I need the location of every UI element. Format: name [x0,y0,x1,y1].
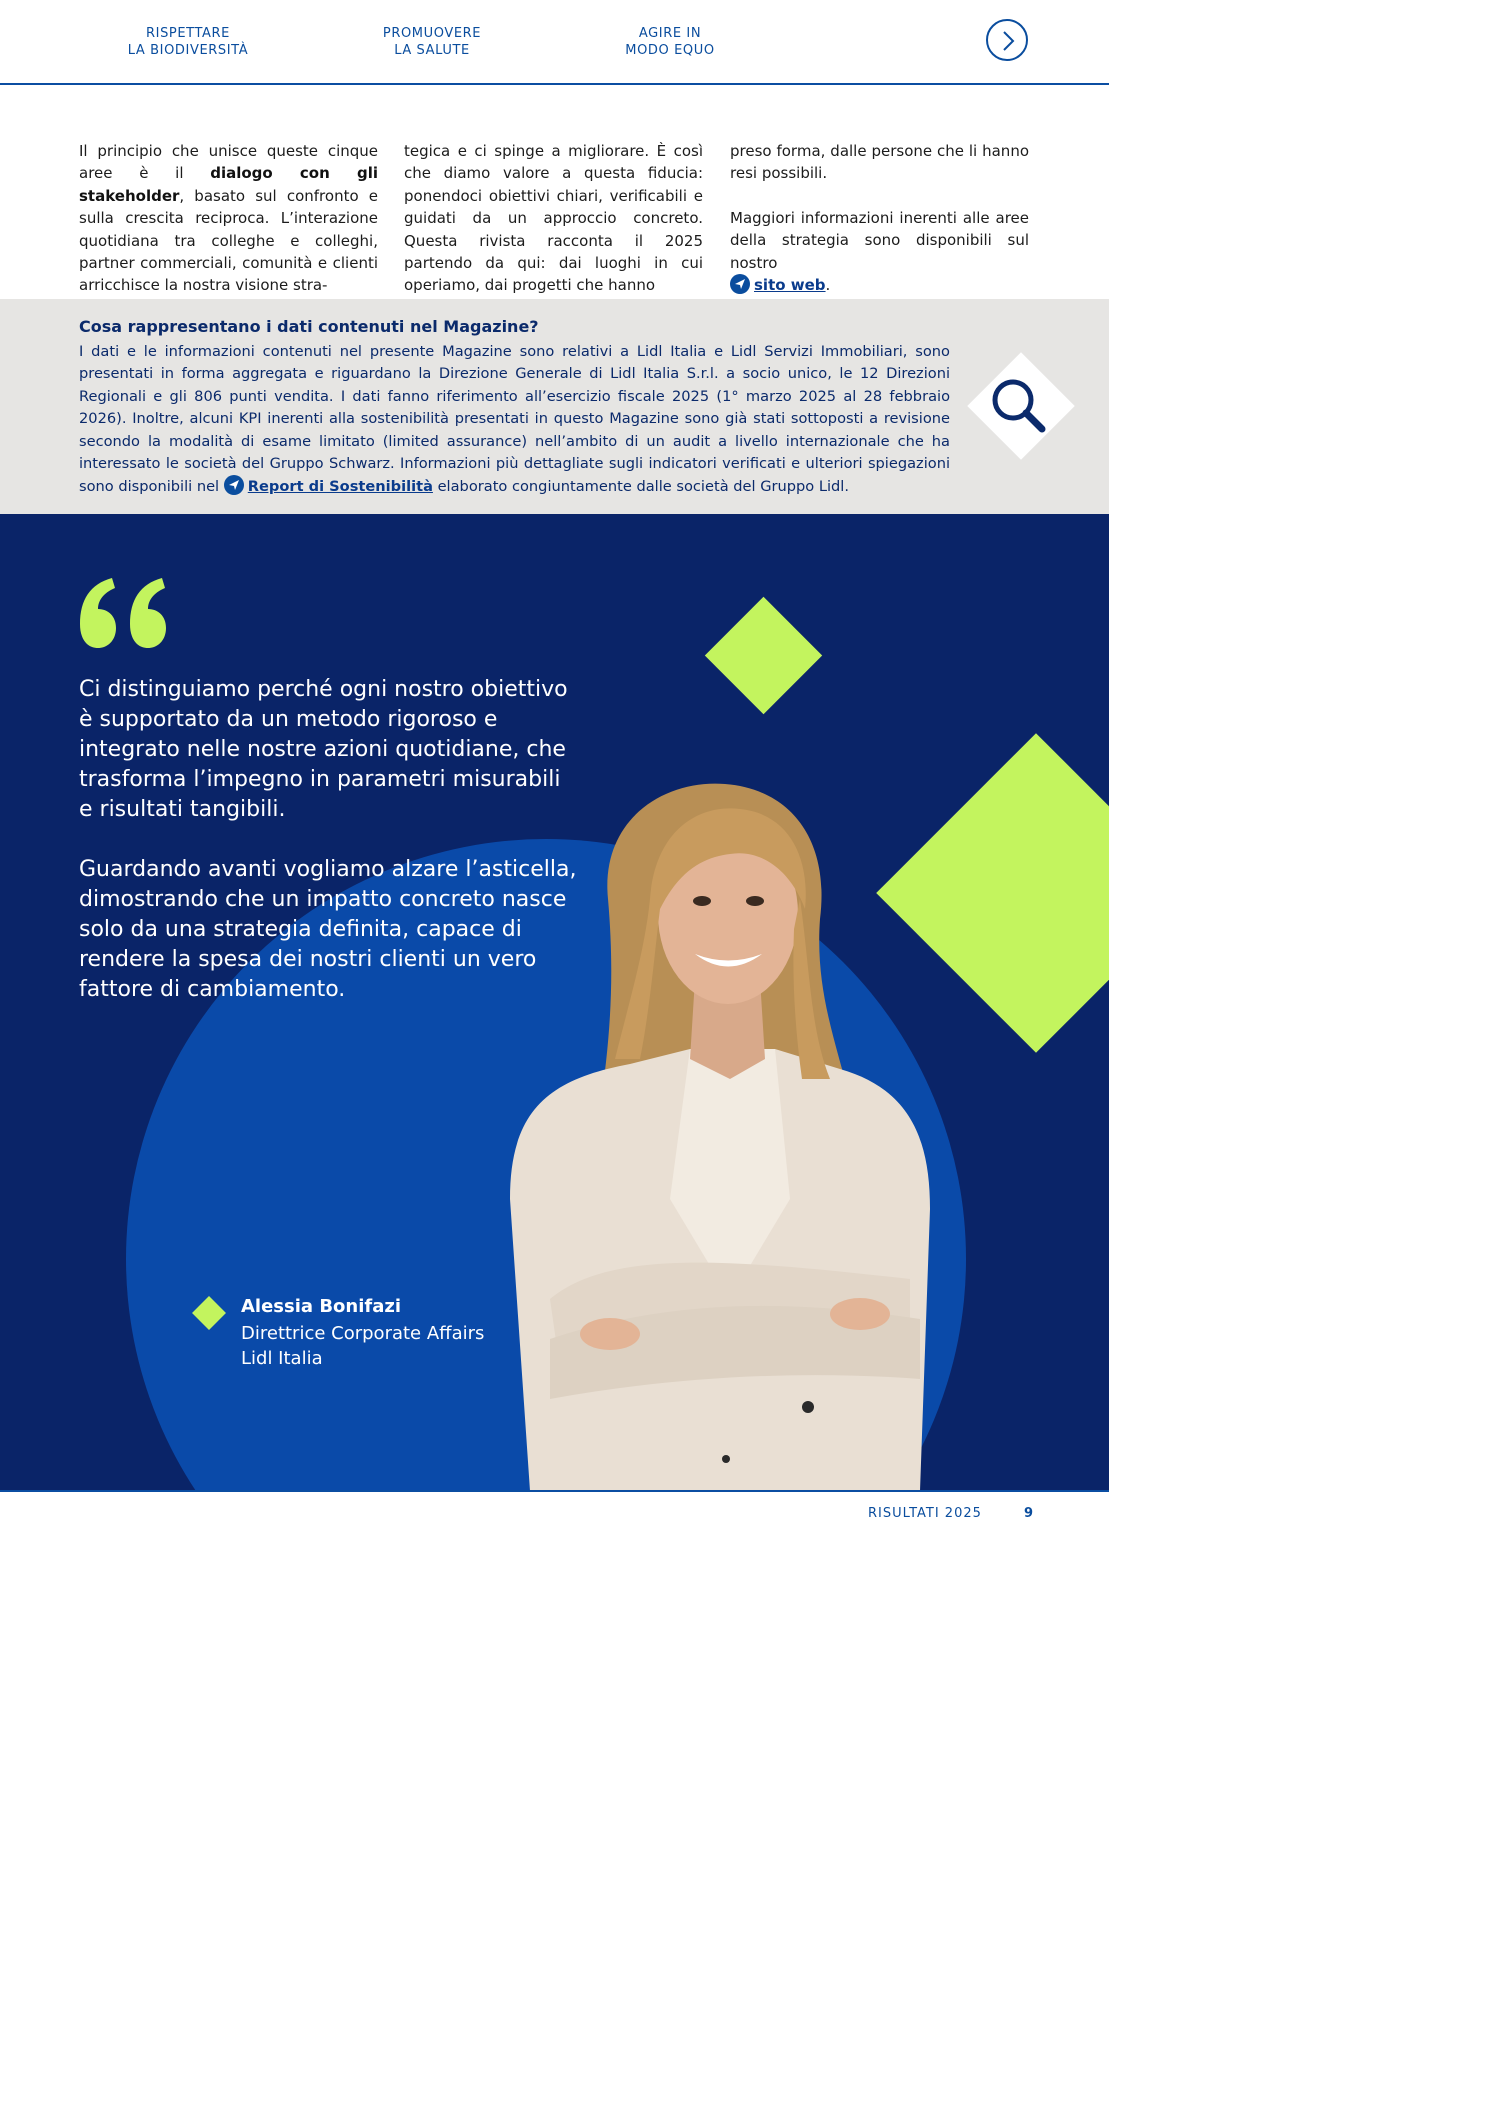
info-body [79,341,950,499]
person-role-line: Direttrice Corporate Affairs [241,1323,485,1344]
intro-text: preso forma, dalle persone che li hanno resi possibili. [730,142,1029,183]
send-icon [730,274,750,294]
nav-item-line2: MODO EQUO [625,43,715,58]
quote-paragraph: Ci distinguiamo perché ogni nostro obiettivo è supportato da un metodo rigoroso e integrato nelle nostre azioni quotidiane, che trasforma l’impegno in parametri misurabili e risultati tangibili. [79,677,568,822]
portrait-photo [490,779,960,1491]
person-role [241,1321,484,1371]
footer-divider [0,1490,1109,1492]
intro-text: Maggiori informazioni inerenti alle aree della strategia sono disponibili sul nostro [730,208,1029,272]
page-number: 9 [1024,1506,1034,1521]
sustainability-report-link[interactable]: Report di Sostenibilità [247,478,433,496]
search-icon [988,375,1052,439]
send-icon [224,475,244,495]
chevron-right-icon [998,30,1018,52]
info-text: elaborato congiuntamente dalle società del Gruppo Lidl. [437,478,850,496]
intro-column-1 [79,140,378,319]
info-title: Cosa rappresentano i dati contenuti nel Magazine? [79,317,539,336]
footer-label: RISULTATI 2025 [868,1506,982,1521]
website-link[interactable]: sito web [754,276,826,295]
green-diamond-small [705,597,822,714]
quote-mark-icon [78,576,170,650]
nav-item-line1: RISPETTARE [146,26,230,41]
intro-text: Il principio che unisce queste cinque aree è il [79,142,378,183]
quote-section [0,514,1109,1491]
intro-text: , basato sul confronto e sulla crescita reciproca. L’interazione quotidiana tra colleghe e colleghi, partner commerciali, comunità e clienti arricchisce la nostra visione stra- [79,186,378,295]
intro-column-2 [404,140,703,319]
nav-item-biodiversita[interactable] [120,25,256,59]
intro-bold-text: dialogo con gli stakeholder [79,164,378,205]
next-page-button[interactable] [986,19,1028,61]
person-name: Alessia Bonifazi [241,1296,402,1317]
intro-text: tegica e ci spinge a migliorare. È così che diamo valore a questa fiducia: ponendoci obiettivi chiari, verificabili e guidati da un approccio concreto. Questa rivista racconta il 2025 partendo da qui: dai luoghi in cui operiamo, dai progetti che hanno [404,142,703,295]
nav-item-equo[interactable] [612,25,728,59]
nav-item-line2: LA BIODIVERSITÀ [127,43,249,58]
intro-column-3 [730,140,1029,318]
nav-item-line2: LA SALUTE [394,43,470,58]
intro-text: . [825,276,831,295]
nav-item-salute[interactable] [372,25,492,59]
nav-item-line1: PROMUOVERE [382,26,482,41]
nav-item-line1: AGIRE IN [638,26,702,41]
top-navigation [0,0,1109,85]
person-role-line: Lidl Italia [241,1348,323,1369]
quote-paragraph: Guardando avanti vogliamo alzare l’asticella, dimostrando che un impatto concreto nasce solo da una strategia definita, capace di rendere la spesa dei nostri clienti un vero fattore di cambiamento. [79,857,577,1002]
info-box [0,299,1109,514]
info-text: I dati e le informazioni contenuti nel presente Magazine sono relativi a Lidl Italia e Lidl Servizi Immobiliari, sono presentati in forma aggregata e riguardano la Direzione Generale di Lidl Italia S.r.l. a socio unico, le 12 Direzioni Regionali e gli 806 punti vendita. I dati fanno riferimento all’esercizio fiscale 2025 (1° marzo 2025 al 28 febbraio 2026). Inoltre, alcuni KPI inerenti alla sostenibilità presentati in questo Magazine sono già stati sottoposti a revisione secondo la modalità di esame limitato (limited assurance) nell’ambito di un audit a livello internazionale che ha interessato le società del Gruppo Schwarz. Informazioni più dettagliate sugli indicatori verificati e ulteriori spiegazioni sono disponibili nel [79,343,950,496]
